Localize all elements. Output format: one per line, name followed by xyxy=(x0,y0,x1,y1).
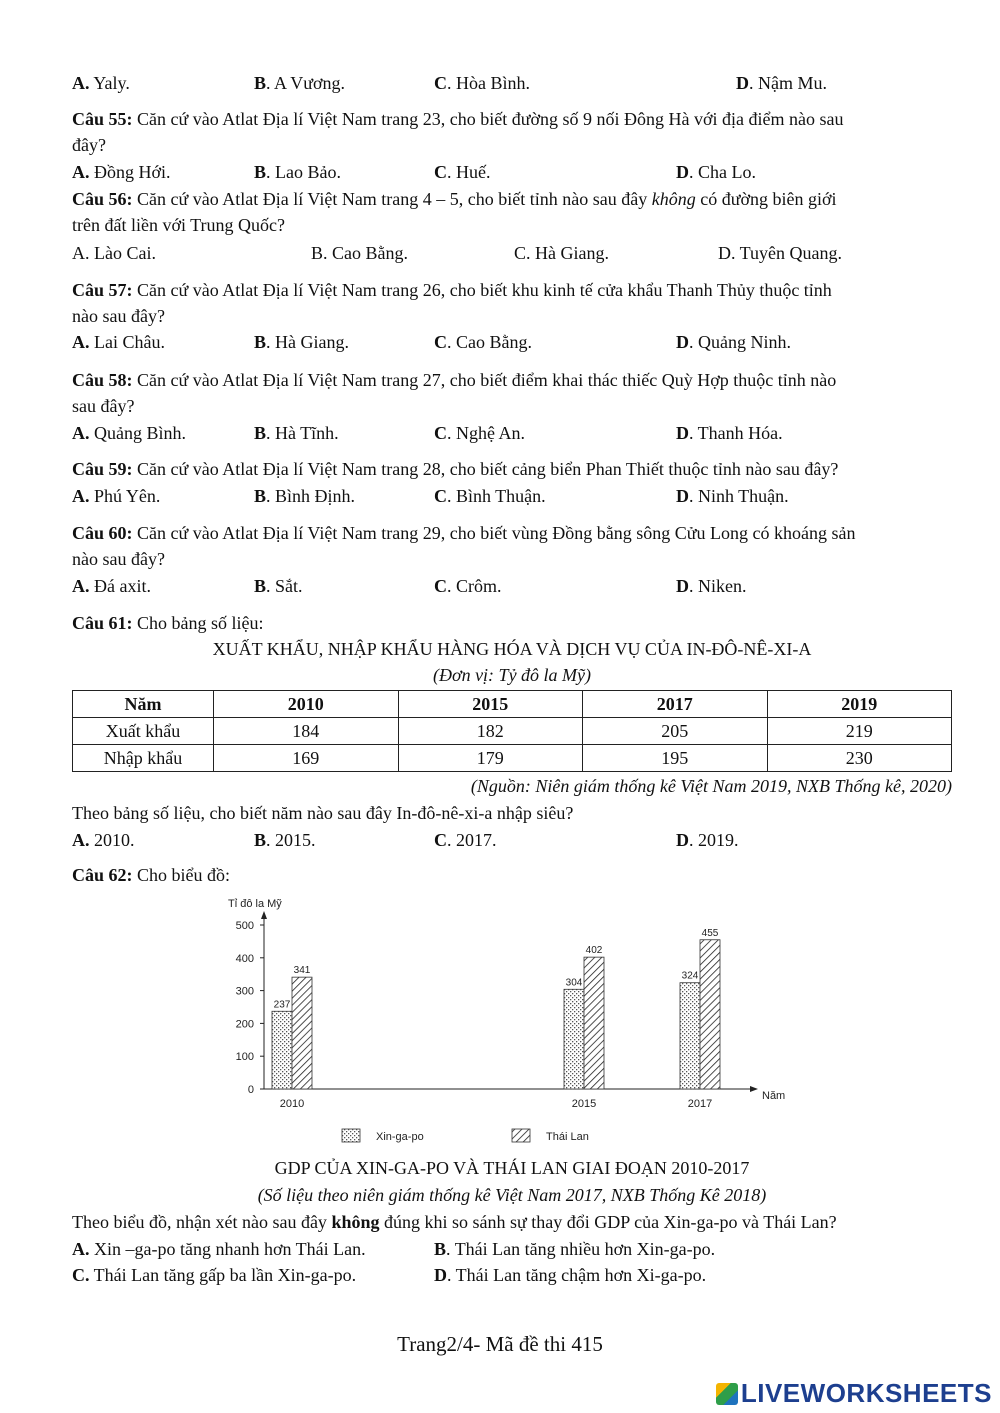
y-tick-label: 400 xyxy=(235,952,254,965)
q62-chart-source: (Số liệu theo niên giám thống kê Việt Nam 2017, NXB Thống Kê 2018) xyxy=(257,1185,767,1205)
q58-stem-line1: Câu 58: Căn cứ vào Atlat Địa lí Việt Nam trang 27, cho biết điểm khai thác thiếc Quỳ Hợp thuộc tỉnh nào xyxy=(72,370,837,390)
q56-stem-line2: trên đất liền với Trung Quốc? xyxy=(72,215,285,235)
table-cell: Xuất khẩu xyxy=(73,718,214,745)
q61-question: Theo bảng số liệu, cho biết năm nào sau đây In-đô-nê-xi-a nhập siêu? xyxy=(72,803,574,823)
q61-option-a[interactable]: A. 2010. xyxy=(72,830,135,850)
x-axis-title: Năm xyxy=(762,1090,786,1102)
bar-xin-ga-po xyxy=(272,1011,292,1089)
q57-option-a[interactable]: A. Lai Châu. xyxy=(72,332,165,352)
q61-table-source: (Nguồn: Niên giám thống kê Việt Nam 2019, NXB Thống kê, 2020) xyxy=(470,776,952,796)
q58-option-a[interactable]: A. Quảng Bình. xyxy=(72,423,186,443)
q57-option-b[interactable]: B. Hà Giang. xyxy=(254,332,349,352)
x-tick-label: 2010 xyxy=(279,1098,305,1110)
y-tick-label: 0 xyxy=(247,1084,254,1096)
q57-option-d[interactable]: D. Quảng Ninh. xyxy=(676,332,791,352)
y-tick-label: 500 xyxy=(235,920,254,932)
q61-option-c[interactable]: C. 2017. xyxy=(434,830,497,850)
bar-value-label: 341 xyxy=(293,965,311,977)
q61-table-title: XUẤT KHẨU, NHẬP KHẨU HÀNG HÓA VÀ DỊCH VỤ CỦA IN-ĐÔ-NÊ-XI-A xyxy=(212,639,812,659)
legend-label: Thái Lan xyxy=(546,1131,589,1143)
y-tick-label: 200 xyxy=(235,1018,254,1031)
q55-option-a[interactable]: A. Đồng Hới. xyxy=(72,162,171,182)
logo-icon xyxy=(716,1383,738,1405)
bar-thai-lan xyxy=(584,957,604,1089)
table-header-cell: 2019 xyxy=(767,691,952,718)
bar-value-label: 237 xyxy=(273,999,291,1011)
q54-option-d[interactable]: D. Nậm Mu. xyxy=(736,73,827,93)
table-cell: 230 xyxy=(767,745,952,772)
q55-option-b[interactable]: B. Lao Bảo. xyxy=(254,162,341,182)
table-cell: 179 xyxy=(398,745,583,772)
table-header-row xyxy=(73,691,952,718)
q56-option-c[interactable]: C. Hà Giang. xyxy=(514,243,609,263)
q56-stem-line1: Câu 56: Căn cứ vào Atlat Địa lí Việt Nam trang 4 – 5, cho biết tỉnh nào sau đây không có đường biên giới xyxy=(72,189,837,209)
q62-chart-title: GDP CỦA XIN-GA-PO VÀ THÁI LAN GIAI ĐOẠN 2010-2017 xyxy=(274,1158,750,1178)
q54-option-c[interactable]: C. Hòa Bình. xyxy=(434,73,530,93)
q57-stem-line2: nào sau đây? xyxy=(72,306,165,326)
q60-stem-line1: Câu 60: Căn cứ vào Atlat Địa lí Việt Nam trang 29, cho biết vùng Đồng bằng sông Cửu Long có khoáng sản xyxy=(72,523,856,543)
y-axis-arrow xyxy=(261,911,267,919)
bar-value-label: 402 xyxy=(585,945,603,957)
q60-option-a[interactable]: A. Đá axit. xyxy=(72,576,151,596)
q55-option-d[interactable]: D. Cha Lo. xyxy=(676,162,756,182)
q59-option-d[interactable]: D. Ninh Thuận. xyxy=(676,486,789,506)
q57-stem-line1: Câu 57: Căn cứ vào Atlat Địa lí Việt Nam trang 26, cho biết khu kinh tế cửa khẩu Thanh Thủy thuộc tỉnh xyxy=(72,280,832,300)
bar-thai-lan xyxy=(292,977,312,1089)
q58-option-b[interactable]: B. Hà Tĩnh. xyxy=(254,423,339,443)
q55-option-c[interactable]: C. Huế. xyxy=(434,162,491,182)
bar-xin-ga-po xyxy=(564,989,584,1089)
q55-stem-line1: Câu 55: Căn cứ vào Atlat Địa lí Việt Nam trang 23, cho biết đường số 9 nối Đông Hà với địa điểm nào sau xyxy=(72,109,844,129)
table-cell: 219 xyxy=(767,718,952,745)
q55-stem-line2: đây? xyxy=(72,135,106,155)
x-axis-arrow xyxy=(750,1086,758,1092)
q57-option-c[interactable]: C. Cao Bằng. xyxy=(434,332,532,352)
x-tick-label: 2015 xyxy=(571,1098,597,1110)
table-row xyxy=(73,718,952,745)
q58-stem-line2: sau đây? xyxy=(72,396,135,416)
q56-option-a[interactable]: A. Lào Cai. xyxy=(72,243,156,263)
q61-stem: Câu 61: Cho bảng số liệu: xyxy=(72,613,264,633)
bar-value-label: 304 xyxy=(565,977,583,989)
q58-option-c[interactable]: C. Nghệ An. xyxy=(434,423,525,443)
table-row xyxy=(73,745,952,772)
table-header-cell: 2017 xyxy=(583,691,768,718)
q61-option-b[interactable]: B. 2015. xyxy=(254,830,316,850)
table-header-cell: Năm xyxy=(73,691,214,718)
y-tick-label: 300 xyxy=(235,985,254,998)
bar-thai-lan xyxy=(700,940,720,1089)
q56-option-b[interactable]: B. Cao Bằng. xyxy=(311,243,408,263)
y-tick-label: 100 xyxy=(235,1051,254,1064)
table-cell: Nhập khẩu xyxy=(73,745,214,772)
q59-option-b[interactable]: B. Bình Định. xyxy=(254,486,356,506)
q62-option-a[interactable]: A. Xin –ga-po tăng nhanh hơn Thái Lan. xyxy=(72,1239,366,1259)
q56-option-d[interactable]: D. Tuyên Quang. xyxy=(718,243,843,263)
q62-option-b[interactable]: B. Thái Lan tăng nhiều hơn Xin-ga-po. xyxy=(434,1239,716,1259)
bar-value-label: 455 xyxy=(701,927,719,939)
legend-swatch xyxy=(342,1129,360,1142)
q62-question: Theo biểu đồ, nhận xét nào sau đây không đúng khi so sánh sự thay đổi GDP của Xin-ga-po và Thái Lan? xyxy=(72,1212,837,1232)
liveworksheets-logo: LIVEWORKSHEETS xyxy=(716,1378,992,1409)
q59-option-c[interactable]: C. Bình Thuận. xyxy=(434,486,546,506)
q60-stem-line2: nào sau đây? xyxy=(72,549,165,569)
table-cell: 182 xyxy=(398,718,583,745)
q58-option-d[interactable]: D. Thanh Hóa. xyxy=(676,423,783,443)
gdp-bar-chart xyxy=(220,893,820,1153)
q62-option-d[interactable]: D. Thái Lan tăng chậm hơn Xi-ga-po. xyxy=(434,1265,707,1285)
legend-label: Xin-ga-po xyxy=(376,1131,424,1143)
table-cell: 184 xyxy=(214,718,399,745)
bar-xin-ga-po xyxy=(680,983,700,1089)
q59-option-a[interactable]: A. Phú Yên. xyxy=(72,486,161,506)
page-footer: Trang2/4- Mã đề thi 415 xyxy=(397,1332,603,1356)
table-cell: 205 xyxy=(583,718,768,745)
y-axis-title: Tỉ đô la Mỹ xyxy=(228,898,282,910)
x-tick-label: 2017 xyxy=(687,1098,713,1110)
q60-option-d[interactable]: D. Niken. xyxy=(676,576,747,596)
q60-option-b[interactable]: B. Sắt. xyxy=(254,576,303,596)
bar-value-label: 324 xyxy=(681,970,699,982)
q61-data-table xyxy=(72,690,952,772)
table-header-cell: 2010 xyxy=(214,691,399,718)
q54-option-a[interactable]: A. Yaly. xyxy=(72,73,130,93)
q61-table-unit: (Đơn vị: Tỷ đô la Mỹ) xyxy=(432,665,592,685)
table-cell: 195 xyxy=(583,745,768,772)
q60-option-c[interactable]: C. Crôm. xyxy=(434,576,502,596)
q61-option-d[interactable]: D. 2019. xyxy=(676,830,739,850)
legend-swatch xyxy=(512,1129,530,1142)
q62-option-c[interactable]: C. Thái Lan tăng gấp ba lần Xin-ga-po. xyxy=(72,1265,357,1285)
table-header-cell: 2015 xyxy=(398,691,583,718)
q62-stem: Câu 62: Cho biểu đồ: xyxy=(72,865,231,885)
q54-option-b[interactable]: B. A Vương. xyxy=(254,73,345,93)
q59-stem-line1: Câu 59: Căn cứ vào Atlat Địa lí Việt Nam trang 28, cho biết cảng biển Phan Thiết thuộc tỉnh nào sau đây? xyxy=(72,459,839,479)
table-cell: 169 xyxy=(214,745,399,772)
